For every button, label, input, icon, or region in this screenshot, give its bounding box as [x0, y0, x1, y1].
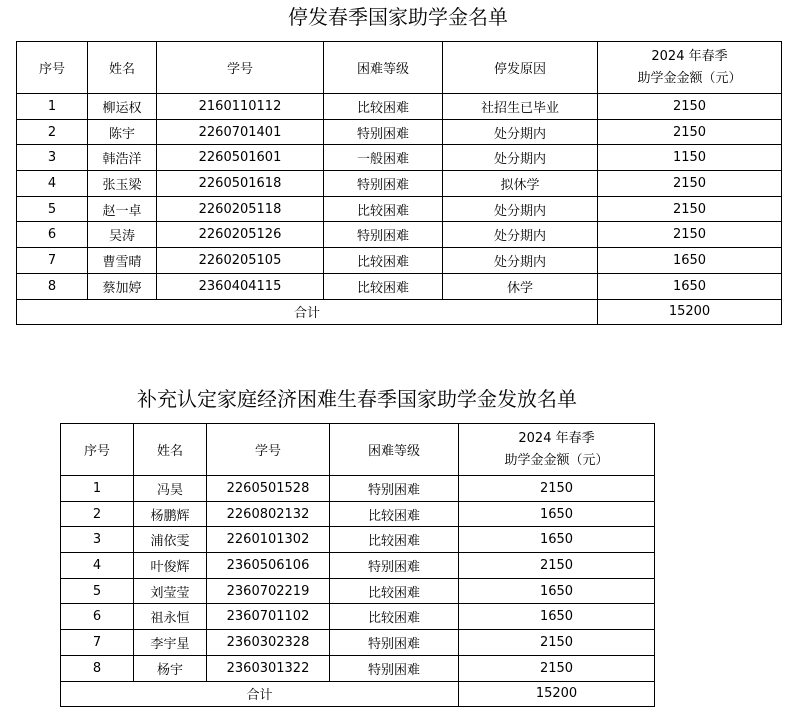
cell-name: 吴涛 — [88, 222, 157, 248]
table-row — [61, 476, 655, 502]
cell-grant-amount: 2150 — [459, 630, 655, 656]
cell-no: 7 — [17, 248, 88, 274]
cell-no: 7 — [61, 630, 134, 656]
total-value: 15200 — [598, 299, 782, 325]
table-row — [17, 145, 782, 171]
cell-name: 杨鹏辉 — [134, 501, 207, 527]
cell-no: 1 — [61, 476, 134, 502]
cell-difficulty-level: 特别困难 — [330, 655, 459, 681]
cell-difficulty-level: 比较困难 — [324, 248, 443, 274]
cell-no: 2 — [61, 501, 134, 527]
table-row — [61, 604, 655, 630]
cell-student-id: 2360404115 — [157, 273, 324, 299]
cell-grant-amount: 1650 — [459, 604, 655, 630]
cell-grant-amount: 1650 — [598, 248, 782, 274]
cell-name: 浦依雯 — [134, 527, 207, 553]
cell-suspension-reason: 休学 — [443, 273, 598, 299]
header-grant-amount-line2: 助学金金额（元） — [504, 452, 609, 468]
cell-suspension-reason: 处分期内 — [443, 248, 598, 274]
cell-grant-amount: 2150 — [598, 222, 782, 248]
total-value: 15200 — [459, 681, 655, 707]
cell-grant-amount: 2150 — [459, 553, 655, 579]
cell-difficulty-level: 比较困难 — [330, 604, 459, 630]
header-suspension-reason: 停发原因 — [443, 42, 598, 94]
table-row — [61, 527, 655, 553]
cell-student-id: 2260205126 — [157, 222, 324, 248]
cell-difficulty-level: 比较困难 — [324, 273, 443, 299]
header-no: 序号 — [61, 424, 134, 476]
header-student-id: 学号 — [207, 424, 330, 476]
table-row — [61, 578, 655, 604]
suspended-list-title: 停发春季国家助学金名单 — [288, 5, 508, 29]
cell-student-id: 2360701102 — [207, 604, 330, 630]
cell-grant-amount: 1650 — [459, 527, 655, 553]
cell-difficulty-level: 比较困难 — [330, 501, 459, 527]
table-row — [61, 553, 655, 579]
cell-difficulty-level: 特别困难 — [330, 630, 459, 656]
cell-no: 8 — [61, 655, 134, 681]
cell-suspension-reason: 处分期内 — [443, 119, 598, 145]
supplementary-grant-table — [60, 423, 655, 707]
cell-no: 6 — [61, 604, 134, 630]
cell-difficulty-level: 一般困难 — [324, 145, 443, 171]
cell-no: 8 — [17, 273, 88, 299]
cell-name: 陈宇 — [88, 119, 157, 145]
table-row — [61, 630, 655, 656]
table-header-row — [17, 42, 782, 94]
cell-student-id: 2360702219 — [207, 578, 330, 604]
cell-grant-amount: 2150 — [598, 171, 782, 197]
cell-name: 张玉梁 — [88, 171, 157, 197]
cell-student-id: 2360301322 — [207, 655, 330, 681]
header-grant-amount-line1: 2024 年春季 — [651, 48, 728, 64]
total-label: 合计 — [61, 681, 459, 707]
cell-no: 3 — [61, 527, 134, 553]
header-grant-amount-line1: 2024 年春季 — [518, 430, 595, 446]
cell-grant-amount: 1650 — [459, 501, 655, 527]
cell-name: 蔡加婷 — [88, 273, 157, 299]
cell-student-id: 2160110112 — [157, 94, 324, 120]
table-row — [17, 248, 782, 274]
cell-name: 叶俊辉 — [134, 553, 207, 579]
cell-name: 韩浩洋 — [88, 145, 157, 171]
table-row — [61, 655, 655, 681]
cell-difficulty-level: 特别困难 — [330, 553, 459, 579]
cell-difficulty-level: 特别困难 — [324, 119, 443, 145]
supplementary-list-title: 补充认定家庭经济困难生春季国家助学金发放名单 — [137, 387, 577, 411]
cell-suspension-reason: 拟休学 — [443, 171, 598, 197]
table-row — [17, 171, 782, 197]
cell-suspension-reason: 处分期内 — [443, 145, 598, 171]
header-no: 序号 — [17, 42, 88, 94]
cell-student-id: 2260501618 — [157, 171, 324, 197]
cell-name: 祖永恒 — [134, 604, 207, 630]
cell-grant-amount: 2150 — [598, 119, 782, 145]
header-difficulty-level: 困难等级 — [324, 42, 443, 94]
cell-student-id: 2360506106 — [207, 553, 330, 579]
cell-name: 赵一卓 — [88, 196, 157, 222]
cell-student-id: 2260101302 — [207, 527, 330, 553]
table-row — [17, 222, 782, 248]
suspended-grant-table — [16, 41, 782, 325]
cell-no: 5 — [17, 196, 88, 222]
cell-name: 杨宇 — [134, 655, 207, 681]
cell-student-id: 2260802132 — [207, 501, 330, 527]
header-grant-amount-line2: 助学金金额（元） — [637, 70, 742, 86]
cell-name: 刘莹莹 — [134, 578, 207, 604]
cell-grant-amount: 1650 — [598, 273, 782, 299]
cell-difficulty-level: 比较困难 — [330, 527, 459, 553]
header-name: 姓名 — [88, 42, 157, 94]
cell-no: 4 — [61, 553, 134, 579]
cell-difficulty-level: 比较困难 — [324, 196, 443, 222]
cell-name: 冯昊 — [134, 476, 207, 502]
header-difficulty-level: 困难等级 — [330, 424, 459, 476]
cell-name: 李宇星 — [134, 630, 207, 656]
table-row — [61, 501, 655, 527]
cell-name: 柳运权 — [88, 94, 157, 120]
total-label: 合计 — [17, 299, 598, 325]
cell-student-id: 2260205105 — [157, 248, 324, 274]
cell-grant-amount: 2150 — [459, 655, 655, 681]
cell-difficulty-level: 比较困难 — [330, 578, 459, 604]
cell-no: 4 — [17, 171, 88, 197]
cell-name: 曹雪晴 — [88, 248, 157, 274]
cell-no: 6 — [17, 222, 88, 248]
table-row — [17, 119, 782, 145]
table-row — [17, 94, 782, 120]
table-row — [17, 273, 782, 299]
cell-student-id: 2260205118 — [157, 196, 324, 222]
cell-difficulty-level: 特别困难 — [324, 222, 443, 248]
cell-no: 5 — [61, 578, 134, 604]
cell-student-id: 2260501601 — [157, 145, 324, 171]
cell-student-id: 2260701401 — [157, 119, 324, 145]
cell-no: 3 — [17, 145, 88, 171]
cell-grant-amount: 2150 — [459, 476, 655, 502]
cell-student-id: 2360302328 — [207, 630, 330, 656]
header-grant-amount — [598, 42, 782, 94]
cell-grant-amount: 2150 — [598, 94, 782, 120]
header-grant-amount — [459, 424, 655, 476]
total-row — [17, 299, 782, 325]
cell-grant-amount: 1150 — [598, 145, 782, 171]
cell-grant-amount: 2150 — [598, 196, 782, 222]
header-student-id: 学号 — [157, 42, 324, 94]
header-name: 姓名 — [134, 424, 207, 476]
total-row — [61, 681, 655, 707]
cell-student-id: 2260501528 — [207, 476, 330, 502]
cell-no: 1 — [17, 94, 88, 120]
cell-difficulty-level: 比较困难 — [324, 94, 443, 120]
cell-difficulty-level: 特别困难 — [330, 476, 459, 502]
table-row — [17, 196, 782, 222]
cell-difficulty-level: 特别困难 — [324, 171, 443, 197]
cell-suspension-reason: 处分期内 — [443, 196, 598, 222]
cell-suspension-reason: 处分期内 — [443, 222, 598, 248]
cell-no: 2 — [17, 119, 88, 145]
cell-suspension-reason: 社招生已毕业 — [443, 94, 598, 120]
table-header-row — [61, 424, 655, 476]
cell-grant-amount: 1650 — [459, 578, 655, 604]
